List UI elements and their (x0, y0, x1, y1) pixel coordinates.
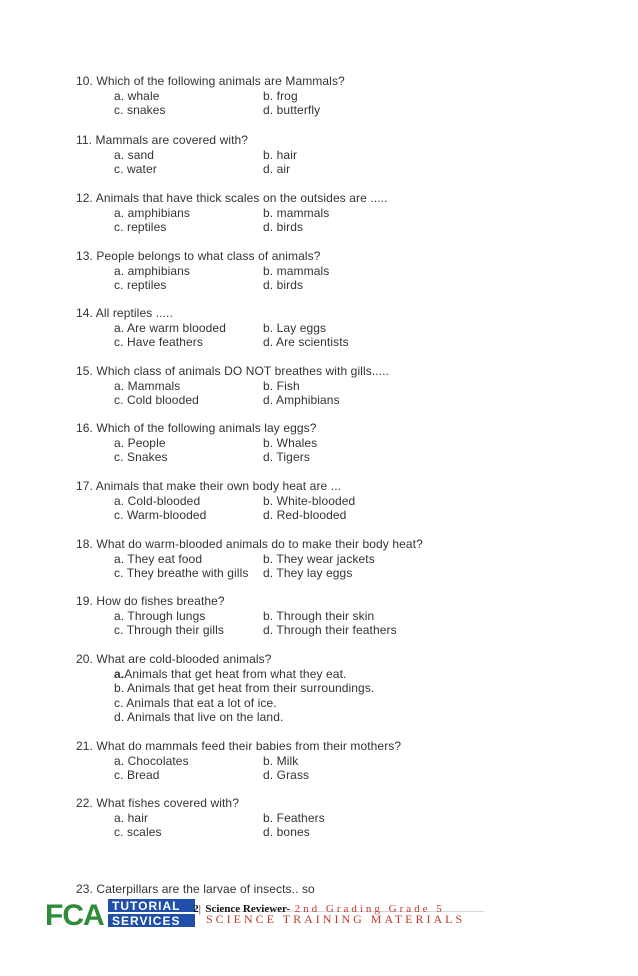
option-a: a. Through lungs (114, 608, 206, 623)
question-19 (76, 594, 397, 638)
question-12 (76, 191, 388, 235)
option-a: a.Animals that get heat from what they eat. (114, 666, 347, 681)
footer-subtitle: SCIENCE TRAINING MATERIALS (206, 912, 466, 926)
question-20 (76, 652, 374, 725)
option-c: c. Snakes (114, 450, 168, 465)
option-b: b. White-blooded (263, 493, 356, 508)
option-c: c. scales (114, 825, 162, 840)
question-21 (76, 739, 401, 783)
question-stem: 15. Which class of animals DO NOT breathes with gills..... (76, 364, 390, 378)
grading-label: 2nd Grading Grade 5 (294, 903, 445, 915)
option-a: a. Are warm blooded (114, 320, 226, 335)
option-b: b. Feathers (263, 810, 325, 825)
option-c: c. snakes (114, 103, 166, 118)
question-stem: 22. What fishes covered with? (76, 796, 239, 810)
option-b: b. Whales (263, 435, 318, 450)
option-c: c. They breathe with gills (114, 566, 249, 581)
option-c: c. water (114, 162, 157, 177)
question-22 (76, 796, 325, 840)
question-stem: 18. What do warm-blooded animals do to make their body heat? (76, 537, 423, 551)
option-b: b. Fish (263, 378, 300, 393)
question-18 (76, 537, 423, 581)
option-b: b. mammals (263, 205, 330, 220)
option-d: d. birds (263, 220, 304, 235)
option-c: c. Bread (114, 768, 160, 783)
question-stem: 16. Which of the following animals lay eggs? (76, 421, 317, 435)
option-a: a. Cold-blooded (114, 493, 201, 508)
option-a: a. whale (114, 88, 160, 103)
option-a: a. amphibians (114, 205, 191, 220)
logo-fca-text: FCA (45, 899, 104, 928)
option-c: c. Have feathers (114, 335, 203, 350)
option-a: a. hair (114, 810, 149, 825)
option-a: a. Mammals (114, 378, 181, 393)
option-c: c. reptiles (114, 278, 167, 293)
question-stem: 19. How do fishes breathe? (76, 594, 225, 608)
page-number: 2 (193, 903, 199, 915)
option-d: d. butterfly (263, 103, 321, 118)
question-stem: 10. Which of the following animals are Mammals? (76, 74, 345, 88)
option-a: a. People (114, 435, 166, 450)
option-b: b. Lay eggs (263, 320, 327, 335)
option-b: b. mammals (263, 263, 330, 278)
option-d: d. Are scientists (263, 335, 349, 350)
option-d: d. Red-blooded (263, 508, 347, 523)
question-11 (76, 133, 298, 177)
option-c: c. Animals that eat a lot of ice. (114, 695, 277, 710)
logo-line2: SERVICES (112, 914, 181, 928)
option-d: d. They lay eggs (263, 566, 353, 581)
option-c: c. Through their gills (114, 623, 225, 638)
question-stem: 11. Mammals are covered with? (76, 133, 249, 147)
question-stem: 17. Animals that make their own body heat are ... (76, 479, 342, 493)
document-name: Science Reviewer- (205, 903, 291, 915)
option-b: b. They wear jackets (263, 551, 375, 566)
option-d: d. air (263, 162, 291, 177)
option-d: d. Animals that live on the land. (114, 710, 284, 725)
question-stem: 14. All reptiles ..... (76, 306, 173, 320)
option-b: b. frog (263, 88, 298, 103)
question-stem: 12. Animals that have thick scales on the outsides are ..... (76, 191, 388, 205)
option-b: b. Through their skin (263, 608, 375, 623)
option-d: d. Through their feathers (263, 623, 397, 638)
question-15 (76, 364, 389, 408)
question-stem: 20. What are cold-blooded animals? (76, 652, 272, 666)
question-stem: 23. Caterpillars are the larvae of insects.. so (76, 882, 315, 896)
question-stem: 13. People belongs to what class of animals? (76, 249, 321, 263)
question-14 (76, 306, 349, 350)
option-a: a. Chocolates (114, 753, 189, 768)
option-d: d. birds (263, 278, 304, 293)
question-10 (76, 74, 345, 118)
logo-line1: TUTORIAL (112, 899, 181, 913)
option-b: b. Milk (263, 753, 299, 768)
option-b: b. Animals that get heat from their surroundings. (114, 681, 375, 696)
option-d: d. bones (263, 825, 310, 840)
option-c: c. Warm-blooded (114, 508, 207, 523)
option-a: a. They eat food (114, 551, 203, 566)
question-23 (76, 882, 315, 897)
option-a: a. amphibians (114, 263, 191, 278)
option-d: d. Amphibians (263, 393, 340, 408)
option-d: d. Grass (263, 768, 310, 783)
footer-separator: | (198, 903, 201, 915)
option-b: b. hair (263, 147, 298, 162)
option-d: d. Tigers (263, 450, 310, 465)
question-13 (76, 249, 330, 293)
option-c: c. Cold blooded (114, 393, 199, 408)
option-a: a. sand (114, 147, 155, 162)
question-stem: 21. What do mammals feed their babies from their mothers? (76, 739, 402, 753)
question-17 (76, 479, 356, 523)
question-16 (76, 421, 317, 465)
option-c: c. reptiles (114, 220, 167, 235)
